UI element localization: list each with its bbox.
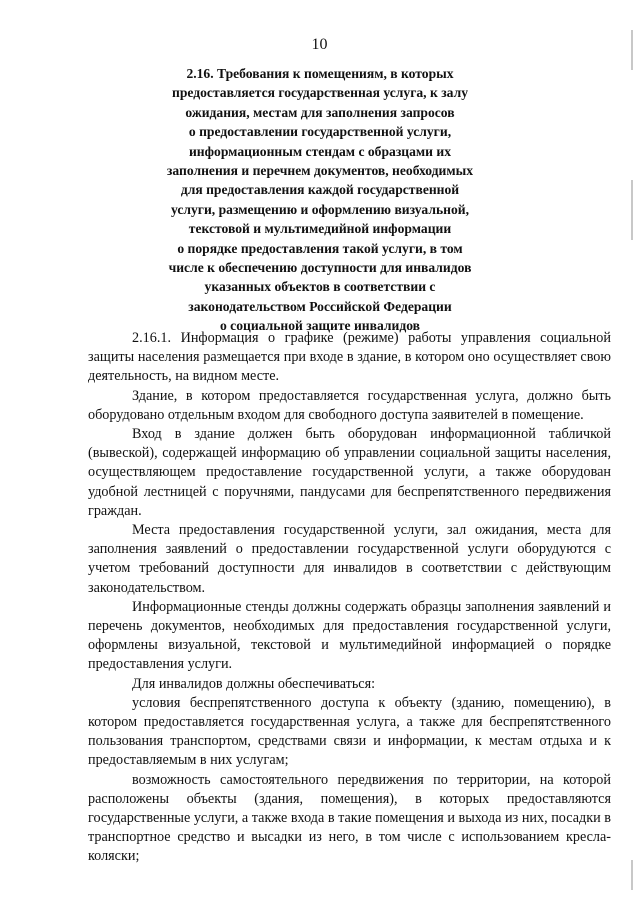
heading-line: предоставляется государственная услуга, к залу (172, 85, 468, 101)
heading-line: о социальной защите инвалидов (219, 318, 421, 334)
paragraph: условия беспрепятственного доступа к объекту (зданию, помещению), в котором предоставляется государственная услуга, а также для беспрепятственного пользования транспортом, средствами связи и информации, к местам отдыха и к предоставляемым в них услугам; (88, 694, 611, 769)
paragraph: возможность самостоятельного передвижения по территории, на которой расположены объекты (здания, помещения), в которых предоставляются государственные услуги, а также входа в такие помещения и выхода из них, посадки в транспортное средство и высадки из него, в том числе с использованием кресла-коляски; (88, 771, 611, 865)
heading-line: о предоставлении государственной услуги, (188, 124, 452, 140)
scan-edge-mark (631, 860, 633, 890)
body-text (88, 329, 611, 867)
paragraph: Здание, в котором предоставляется государственная услуга, должно быть оборудовано отдельным входом для свободного доступа заявителей в помещение. (88, 387, 611, 423)
paragraph: Для инвалидов должны обеспечиваться: (132, 675, 376, 692)
heading-line: заполнения и перечнем документов, необходимых (166, 163, 474, 179)
heading-line: указанных объектов в соответствии с (204, 279, 436, 295)
scan-edge-mark (631, 30, 633, 70)
paragraph: Вход в здание должен быть оборудован информационной табличкой (вывеской), содержащей информацию об управлении социальной защиты населения, осуществляющем предоставление государственной услуги, а также оборудован удобной лестницей с поручнями, пандусами для беспрепятственного передвижения граждан. (88, 426, 611, 519)
heading-line: текстовой и мультимедийной информации (188, 221, 452, 237)
heading-line: числе к обеспечению доступности для инвалидов (168, 260, 472, 276)
heading-line: 2.16. Требования к помещениям, в которых (186, 66, 454, 81)
scan-edge-mark (631, 180, 633, 240)
heading-line: ожидания, местам для заполнения запросов (185, 104, 455, 120)
heading-line: услуги, размещению и оформлению визуальной, (170, 201, 470, 217)
heading-line: информационным стендам с образцами их (188, 143, 452, 159)
paragraph: 2.16.1. Информация о графике (режиме) работы управления социальной защиты населения размещается при входе в здание, в котором оно осуществляет свою деятельность, на видном месте. (88, 330, 611, 385)
paragraph: Места предоставления государственной услуги, зал ожидания, места для заполнения заявлений о предоставлении государственной услуги оборудуются с учетом требований доступности для инвалидов в соответствии с действующим законодательством. (88, 522, 611, 596)
heading-line: для предоставления каждой государственной (180, 182, 460, 198)
page-number: 10 (311, 36, 328, 53)
paragraph: Информационные стенды должны содержать образцы заполнения заявлений и перечень документов, необходимых для предоставления государственной услуги, оформлены визуальной, текстовой и мультимедийной информацией о порядке предоставления услуги. (88, 598, 611, 673)
heading-line: о порядке предоставления такой услуги, в том (177, 240, 463, 256)
section-heading (130, 64, 510, 336)
heading-line: законодательством Российской Федерации (188, 298, 452, 314)
